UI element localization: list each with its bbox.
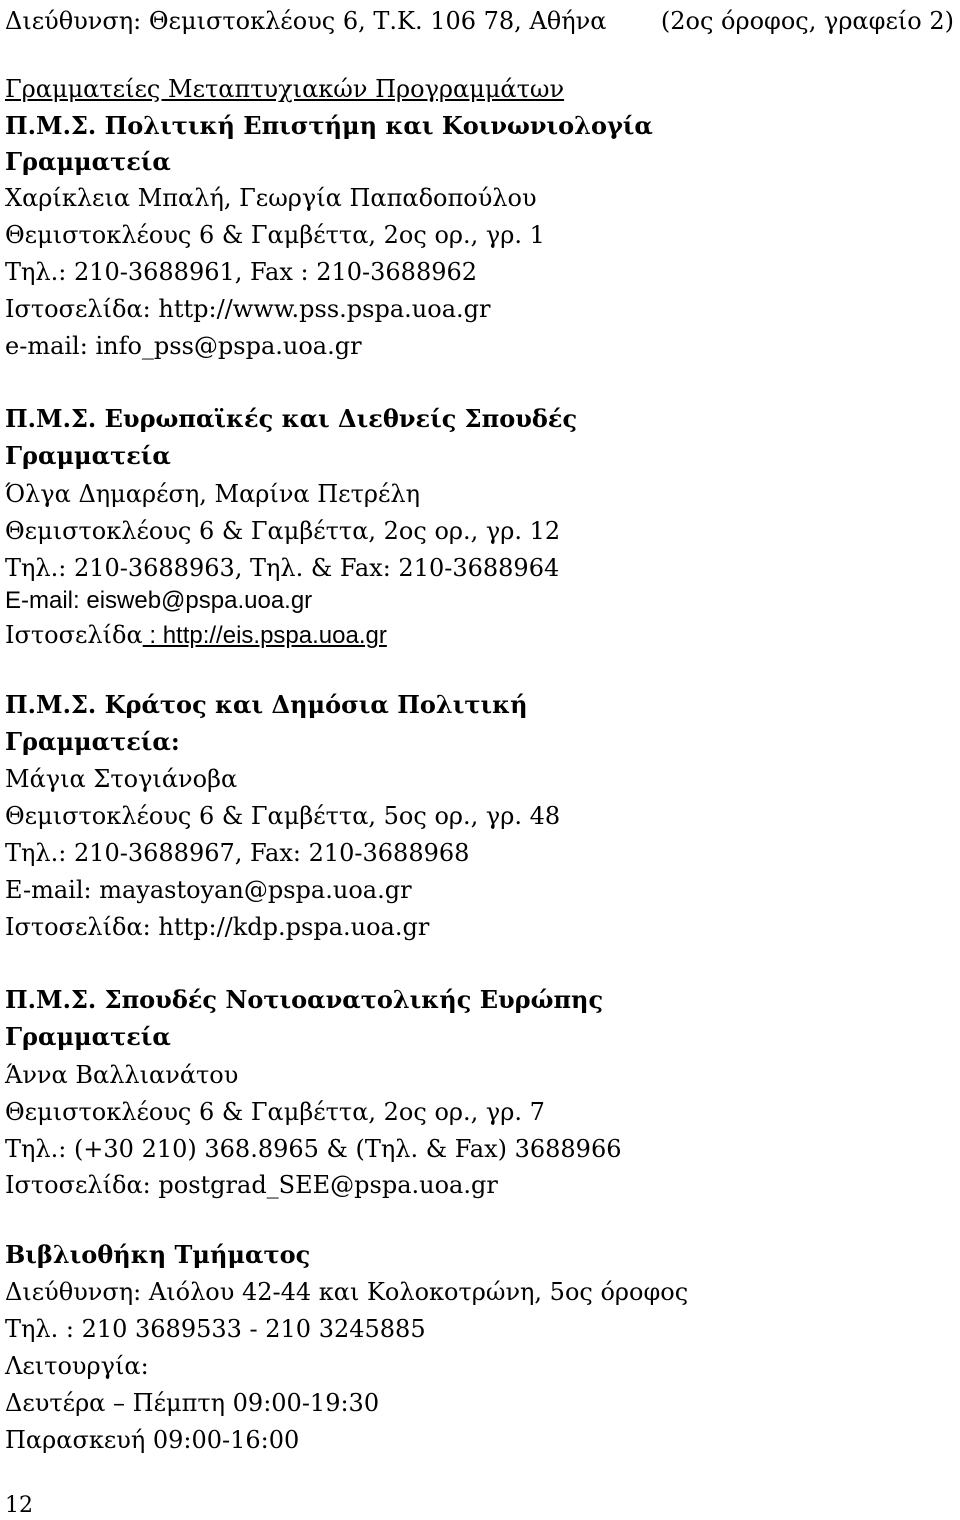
website-line xyxy=(5,620,387,651)
header-floor: (2ος όροφος, γραφείο 2) xyxy=(660,7,954,35)
staff-names: Μάγια Στογιάνοβα xyxy=(5,765,238,793)
office-address: Θεμιστοκλέους 6 & Γαμβέττα, 2ος ορ., γρ. 12 xyxy=(5,517,561,545)
website-link[interactable]: : http://eis.pspa.uoa.gr xyxy=(142,622,387,649)
office-address: Θεμιστοκλέους 6 & Γαμβέττα, 2ος ορ., γρ. 1 xyxy=(5,221,545,249)
library-hours-weekdays: Δευτέρα – Πέμπτη 09:00-19:30 xyxy=(5,1389,380,1417)
secretariat-label: Γραμματεία xyxy=(5,147,171,176)
program-title: Π.Μ.Σ. Σπουδές Νοτιοανατολικής Ευρώπης xyxy=(5,985,604,1014)
email-link[interactable]: E-mail: eisweb@pspa.uoa.gr xyxy=(5,587,313,614)
staff-names: Χαρίκλεια Μπαλή, Γεωργία Παπαδοπούλου xyxy=(5,184,537,212)
phone-fax: Τηλ.: 210-3688963, Τηλ. & Fax: 210-3688964 xyxy=(5,554,560,582)
office-address: Θεμιστοκλέους 6 & Γαμβέττα, 5ος ορ., γρ. 48 xyxy=(5,802,561,830)
website-link[interactable]: Ιστοσελίδα: http://kdp.pspa.uoa.gr xyxy=(5,913,430,941)
staff-names: Όλγα Δημαρέση, Μαρίνα Πετρέλη xyxy=(5,480,421,508)
library-hours-friday: Παρασκευή 09:00-16:00 xyxy=(5,1426,300,1454)
website-label: Ιστοσελίδα xyxy=(5,621,143,649)
phone-fax: Τηλ.: 210-3688967, Fax: 210-3688968 xyxy=(5,839,470,867)
library-title: Βιβλιοθήκη Τμήματος xyxy=(5,1240,311,1269)
secretariat-label: Γραμματεία xyxy=(5,1022,171,1051)
library-address: Διεύθυνση: Αιόλου 42-44 και Κολοκοτρώνη, 5ος όροφος xyxy=(5,1278,689,1306)
phone-fax: Τηλ.: 210-3688961, Fax : 210-3688962 xyxy=(5,258,478,286)
library-phone: Τηλ. : 210 3689533 - 210 3245885 xyxy=(5,1315,426,1343)
program-title: Π.Μ.Σ. Πολιτική Επιστήμη και Κοινωνιολογία xyxy=(5,111,653,140)
website-link[interactable]: Ιστοσελίδα: postgrad_SEE@pspa.uoa.gr xyxy=(5,1171,498,1199)
email-link[interactable]: E-mail: mayastoyan@pspa.uoa.gr xyxy=(5,876,412,904)
secretariat-label: Γραμματεία xyxy=(5,441,171,470)
header-address: Διεύθυνση: Θεμιστοκλέους 6, Τ.Κ. 106 78, Αθήνα xyxy=(5,7,607,35)
section-title: Γραμματείες Μεταπτυχιακών Προγραμμάτων xyxy=(5,75,565,103)
office-address: Θεμιστοκλέους 6 & Γαμβέττα, 2ος ορ., γρ. 7 xyxy=(5,1098,545,1126)
phone-fax: Τηλ.: (+30 210) 368.8965 & (Τηλ. & Fax) 3688966 xyxy=(5,1135,622,1163)
website-link[interactable]: Ιστοσελίδα: http://www.pss.pspa.uoa.gr xyxy=(5,295,491,323)
library-hours-label: Λειτουργία: xyxy=(5,1352,149,1380)
program-title: Π.Μ.Σ. Κράτος και Δημόσια Πολιτική xyxy=(5,690,528,719)
staff-names: Άννα Βαλλιανάτου xyxy=(5,1061,239,1089)
secretariat-label: Γραμματεία: xyxy=(5,727,180,756)
email-link[interactable]: e-mail: info_pss@pspa.uoa.gr xyxy=(5,332,362,360)
program-title: Π.Μ.Σ. Ευρωπαϊκές και Διεθνείς Σπουδές xyxy=(5,404,578,433)
page-number: 12 xyxy=(5,1493,33,1518)
